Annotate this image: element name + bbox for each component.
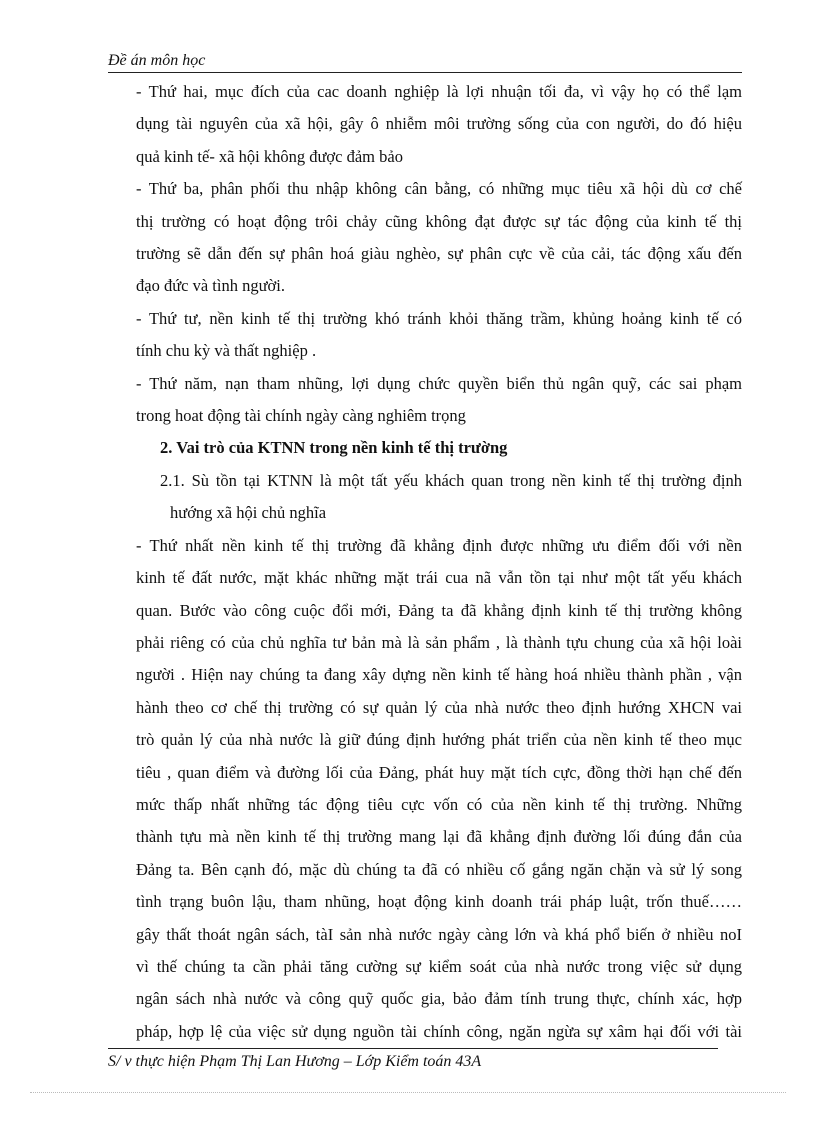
text-line: - Thứ nhất nền kinh tế thị trường đã khẳng định được những ưu điểm đối với nền — [136, 535, 742, 555]
text-line: gây thất thoát ngân sách, tàI sản nhà nước ngày càng lớn và khá phổ biến ở nhiều noI — [136, 924, 742, 944]
text-line: - Thứ ba, phân phối thu nhập không cân bằng, có những mục tiêu xã hội dù cơ chế — [136, 179, 742, 199]
text-line: tính chu kỳ và thất nghiệp . — [136, 341, 317, 361]
text-line: mức thấp nhất những tác động tiêu cực vốn có của nền kinh tế thị trường. Những — [136, 794, 742, 814]
text-line: ngân sách nhà nước và công quỹ quốc gia, bảo đảm tính trung thực, chính xác, hợp — [136, 989, 742, 1009]
text-line: 2.1. Sù tồn tại KTNN là một tất yếu khách quan trong nền kinh tế thị trường định — [160, 470, 742, 490]
paragraph-5 — [136, 530, 742, 1049]
text-line: pháp, hợp lệ của việc sử dụng nguồn tài chính công, ngăn ngừa sự xâm hại đối với tài — [136, 1021, 742, 1041]
subsection-heading — [136, 465, 742, 530]
document-body — [136, 76, 742, 1048]
text-line: quan. Bước vào công cuộc đổi mới, Đảng ta đã khẳng định kinh tế thị trường không — [136, 600, 742, 620]
text-line: hướng xã hội chủ nghĩa — [170, 503, 327, 523]
section-heading: 2. Vai trò của KTNN trong nền kinh tế thị trường — [160, 438, 508, 458]
text-line: trò quản lý của nhà nước là giữ đúng định hướng phát triển của nền kinh tế theo mục — [136, 730, 742, 750]
text-line: phải riêng có của chủ nghĩa tư bản mà là sản phẩm , là thành tựu chung của xã hội loài — [136, 632, 742, 652]
text-line: thành tựu mà nền kinh tế thị trường mang lại đã khẳng định đường lối đúng đắn của — [136, 827, 742, 847]
paragraph-2 — [136, 173, 742, 303]
text-line: thị trường có hoạt động trôi chảy cũng không đạt được sự tác động của kinh tế thị — [136, 211, 742, 231]
text-line: tình trạng buôn lậu, tham nhũng, hoạt động kinh doanh trái pháp luật, trốn thuế…… — [136, 892, 742, 912]
text-line: - Thứ tư, nền kinh tế thị trường khó tránh khỏi thăng trầm, khủng hoảng kinh tế có — [136, 308, 742, 328]
paragraph-1 — [136, 76, 742, 173]
text-line: người . Hiện nay chúng ta đang xây dựng nền kinh tế hàng hoá nhiều thành phần , vận — [136, 665, 742, 685]
header-title: Đề án môn học — [108, 52, 206, 69]
page-boundary-line — [30, 1092, 786, 1093]
footer-text: S/ v thực hiện Phạm Thị Lan Hương – Lớp Kiểm toán 43A — [108, 1053, 482, 1070]
text-line: - Thứ hai, mục đích của cac doanh nghiệp là lợi nhuận tối đa, vì vậy họ có thể lạm — [136, 82, 742, 101]
text-line: vì thế chúng ta cần phải tăng cường sự kiểm soát của nhà nước trong việc sử dụng — [136, 956, 742, 976]
text-line: hành theo cơ chế thị trường có sự quản lý của nhà nước theo định hướng XHCN vai — [136, 697, 742, 717]
text-line: dụng tài nguyên của xã hội, gây ô nhiễm môi trường sống của con người, do đó hiệu — [136, 114, 742, 134]
text-line: - Thứ năm, nạn tham nhũng, lợi dụng chức quyền biển thủ ngân quỹ, các sai phạm — [136, 373, 742, 393]
paragraph-4 — [136, 368, 742, 433]
page-header — [108, 50, 742, 73]
text-line: Đảng ta. Bên cạnh đó, mặc dù chúng ta đã có nhiều cố gắng ngăn chặn và sử lý song — [136, 859, 742, 879]
text-line: trong hoat động tài chính ngày càng nghiêm trọng — [136, 406, 466, 426]
text-line: tiêu , quan điểm và đường lối của Đảng, phát huy mặt tích cực, đồng thời hạn chế đến — [136, 762, 742, 782]
text-line: trường sẽ dẫn đến sự phân hoá giàu nghèo, sự phân cực về của cải, tác động xấu đến — [136, 244, 742, 264]
text-line: đạo đức và tình người. — [136, 276, 285, 296]
text-line: quả kinh tế- xã hội không được đảm bảo — [136, 146, 403, 166]
paragraph-3 — [136, 303, 742, 368]
text-line: kinh tế đất nước, mặt khác những mặt trái cua nã vẫn tồn tại như một tất yếu khách — [136, 568, 742, 588]
page-footer — [108, 1048, 718, 1073]
